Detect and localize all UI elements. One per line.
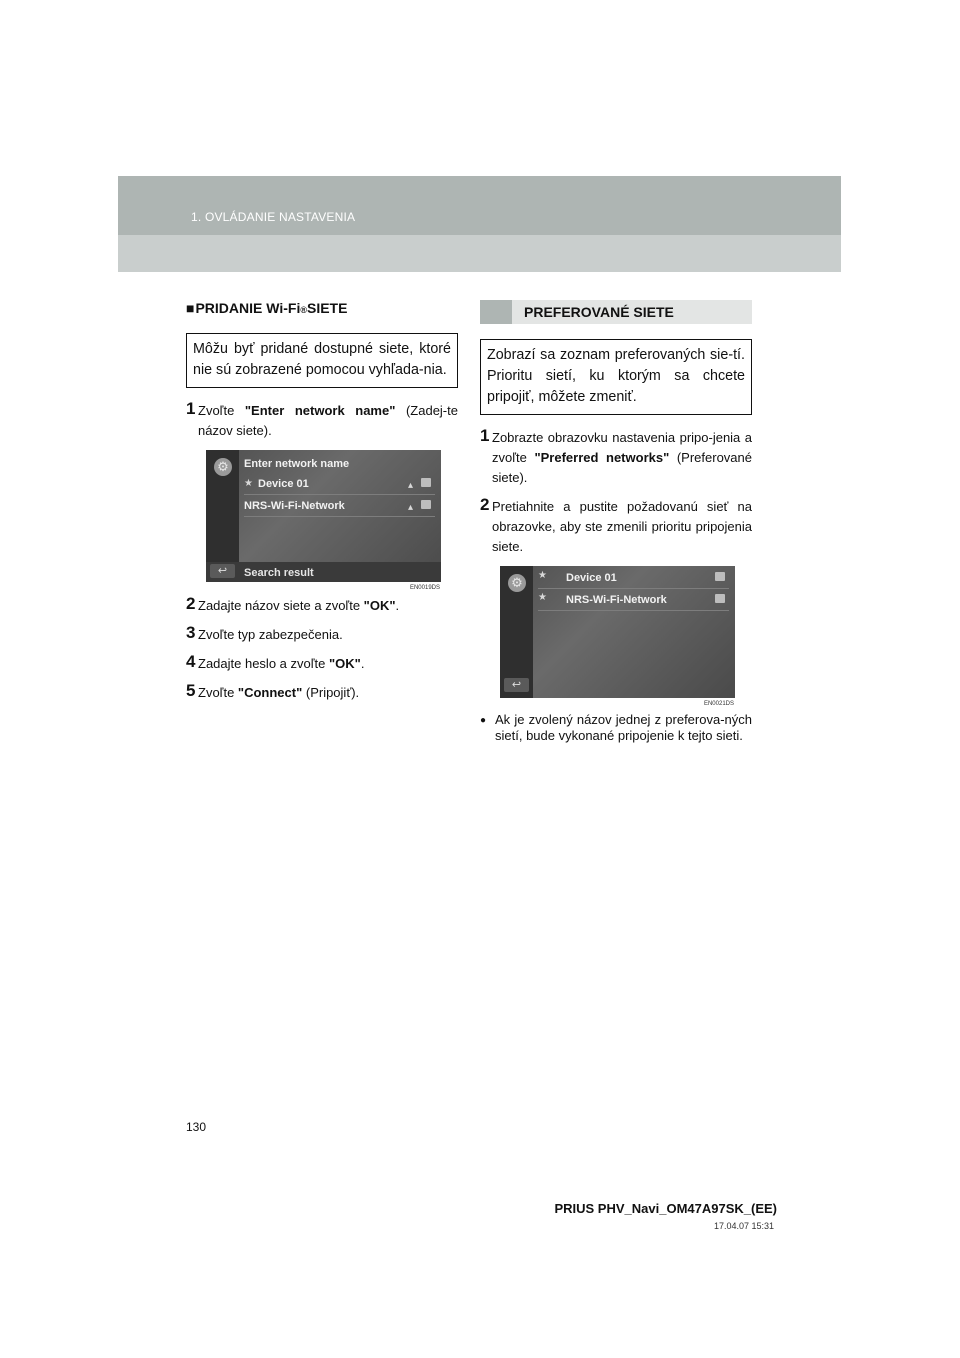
step-number: 1	[186, 399, 196, 418]
step-5	[186, 683, 458, 703]
step-number: 4	[186, 652, 196, 671]
info-icon	[715, 572, 725, 581]
step-number: 2	[186, 594, 196, 613]
shot-title-row: Enter network name	[244, 458, 350, 470]
info-icon	[421, 500, 431, 509]
step-4	[186, 654, 458, 674]
wifi-lock-icon: ▴	[407, 502, 413, 513]
step-number: 3	[186, 623, 196, 642]
wifi-lock-icon: ▴	[407, 480, 413, 491]
step-3	[186, 625, 458, 645]
step-text: Zvoľte "Enter network name" (Zadej-te názov siete).	[198, 403, 458, 438]
step-text: Pretiahnite a pustite požadovanú sieť na obrazovke, aby ste zmenili prioritu pripojenia siete.	[492, 499, 752, 554]
shot-row-network: NRS-Wi-Fi-Network ▴	[244, 496, 435, 517]
right-column	[480, 300, 752, 744]
document-timestamp: 17.04.07 15:31	[713, 1221, 774, 1231]
heading-text: PREFEROVANÉ SIETE	[524, 304, 674, 320]
heading-tail: SIETE	[306, 300, 348, 316]
back-arrow-icon: ↩	[210, 564, 235, 578]
info-icon	[715, 594, 725, 603]
shot-row-device: Device 01	[538, 568, 729, 589]
step-1	[186, 401, 458, 441]
shot-row-network: NRS-Wi-Fi-Network	[538, 590, 729, 611]
bullet-note	[480, 712, 752, 744]
square-bullet-icon: ■	[186, 300, 195, 316]
step-text: Zobrazte obrazovku nastavenia pripo-jenia a zvoľte "Preferred networks" (Preferované siete).	[492, 430, 752, 485]
info-box: Zobrazí sa zoznam preferovaných sie-tí. Prioritu sietí, ku ktorým sa chcete pripojiť, môžete zmeniť.	[480, 339, 752, 415]
step-1	[480, 428, 752, 488]
image-code: EN0021DS	[703, 701, 734, 707]
shot-bottom-bar	[206, 562, 441, 582]
chapter-title: 1. OVLÁDANIE NASTAVENIA	[191, 210, 356, 224]
star-icon: ★	[538, 592, 547, 603]
step-text: Zadajte heslo a zvoľte "OK".	[198, 656, 365, 671]
bullet-dot-icon: ●	[480, 715, 487, 726]
search-result-label: Search result	[244, 567, 314, 579]
settings-gear-icon: ⚙	[214, 458, 232, 476]
back-arrow-icon: ↩	[504, 678, 529, 692]
step-number: 2	[480, 495, 490, 514]
heading-bar-box	[480, 300, 512, 324]
image-code: EN0019DS	[409, 585, 440, 591]
registered-mark: ®	[300, 305, 307, 315]
settings-gear-icon: ⚙	[508, 574, 526, 592]
step-text: Zvoľte typ zabezpečenia.	[198, 627, 343, 642]
info-box: Môžu byť pridané dostupné siete, ktoré nie sú zobrazené pomocou vyhľada-nia.	[186, 333, 458, 388]
step-number: 5	[186, 681, 196, 700]
left-column	[186, 300, 458, 712]
step-text: Zadajte názov siete a zvoľte "OK".	[198, 598, 400, 613]
info-icon	[421, 478, 431, 487]
section-heading-preferred	[480, 300, 752, 324]
heading-main: PRIDANIE Wi-Fi	[195, 300, 301, 316]
bullet-text: Ak je zvolený názov jednej z preferova-ných sietí, bude vykonané pripojenie k tejto sieti.	[495, 712, 752, 743]
star-icon: ★	[244, 478, 253, 489]
step-text: Zvoľte "Connect" (Pripojiť).	[198, 685, 360, 700]
step-number: 1	[480, 426, 490, 445]
step-2	[186, 596, 458, 616]
header-band-lower	[118, 235, 841, 272]
step-2	[480, 497, 752, 557]
page-number: 130	[186, 1120, 207, 1134]
star-icon: ★	[538, 570, 547, 581]
screenshot-enter-network	[206, 450, 441, 591]
screenshot-preferred-networks	[500, 566, 735, 707]
document-code: PRIUS PHV_Navi_OM47A97SK_(EE)	[554, 1201, 777, 1216]
section-heading-add-wifi	[186, 300, 458, 316]
shot-row-device: Device 01 ▴	[244, 474, 435, 495]
